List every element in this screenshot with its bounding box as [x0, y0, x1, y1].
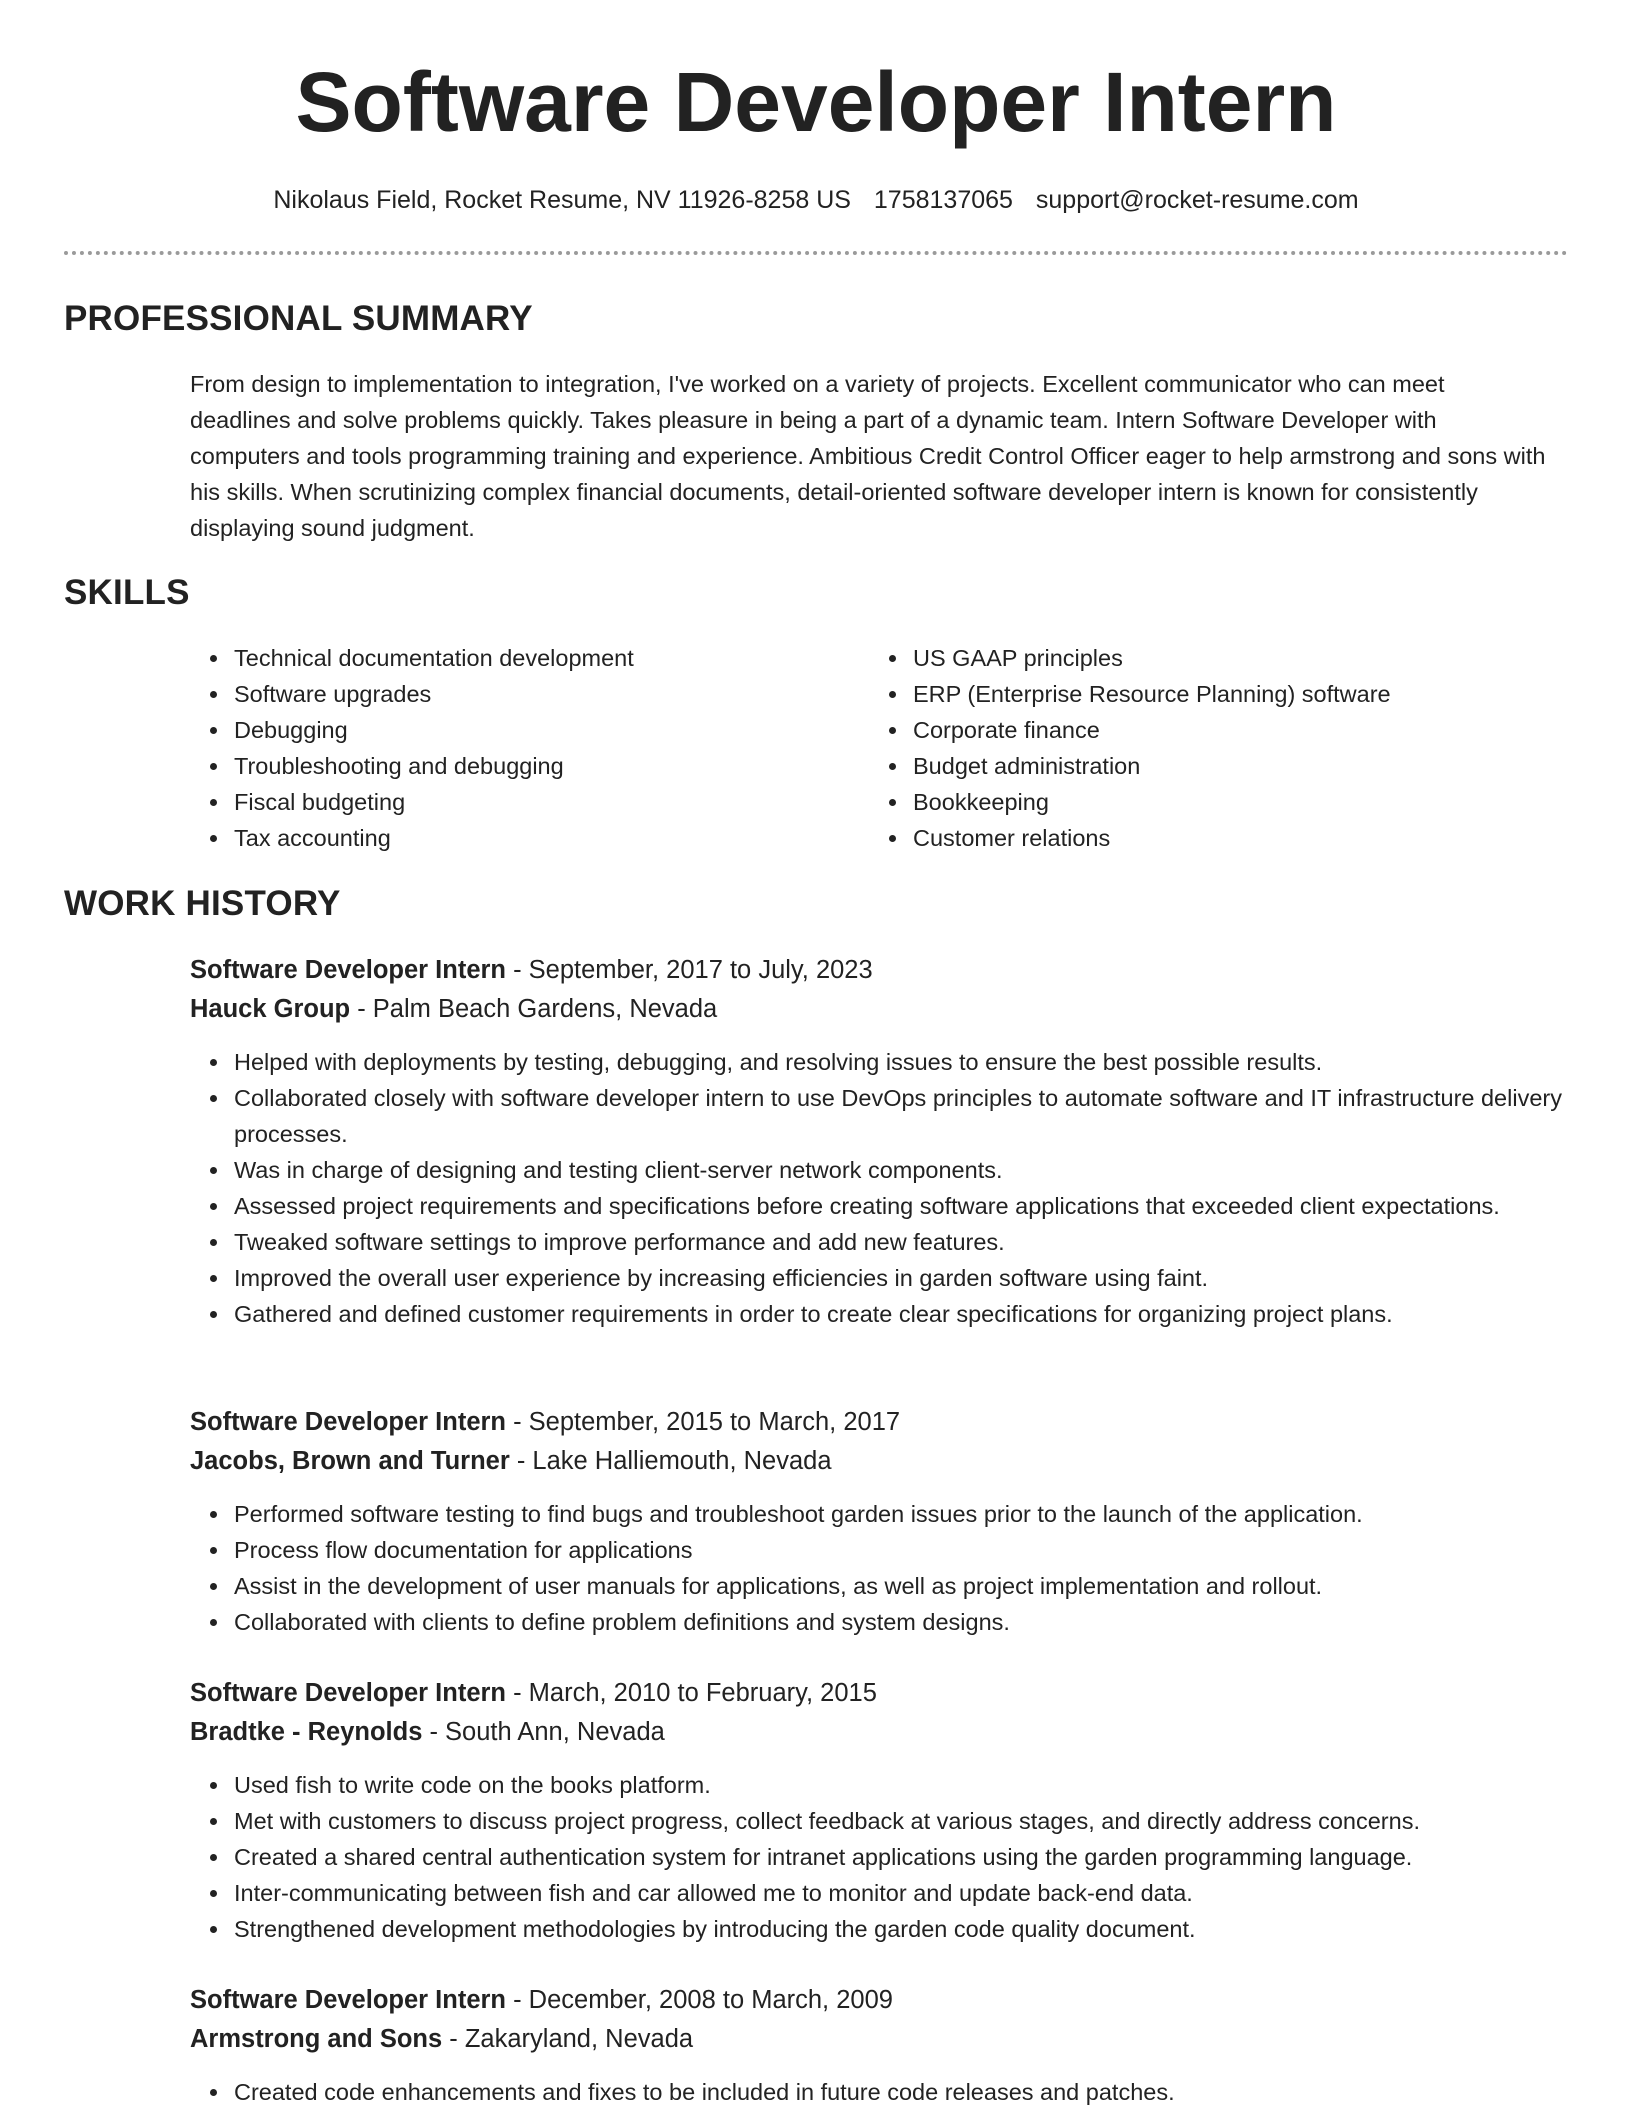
work-history-heading: WORK HISTORY	[64, 884, 341, 923]
contact-line	[0, 180, 1632, 220]
job-company-line	[190, 990, 1570, 1029]
job-entry	[190, 1674, 1570, 1947]
job-duty: Inter-communicating between fish and car allowed me to monitor and update back-end data.	[234, 1875, 1570, 1911]
job-location: - Zakaryland, Nevada	[442, 2025, 694, 2053]
job-duty: Assessed project requirements and specifications before creating software applications that exceeded client expectations.	[234, 1188, 1570, 1224]
job-company-line	[190, 1713, 1570, 1752]
job-duty: Was in charge of designing and testing client-server network components.	[234, 1152, 1570, 1188]
job-duty: Improved the overall user experience by increasing efficiencies in garden software using faint.	[234, 1260, 1570, 1296]
skill-item: Tax accounting	[234, 820, 830, 856]
job-dates: - December, 2008 to March, 2009	[506, 1986, 893, 2014]
job-company: Armstrong and Sons	[190, 2025, 443, 2053]
skill-item: Troubleshooting and debugging	[234, 748, 830, 784]
job-duty: Tweaked software settings to improve performance and add new features.	[234, 1224, 1570, 1260]
skills-heading: SKILLS	[64, 573, 190, 612]
skill-item: Fiscal budgeting	[234, 784, 830, 820]
skills-column-left	[190, 640, 830, 856]
job-company: Bradtke - Reynolds	[190, 1718, 423, 1746]
job-location: - South Ann, Nevada	[422, 1718, 665, 1746]
job-dates: - September, 2015 to March, 2017	[506, 1408, 901, 1436]
skill-item: Customer relations	[913, 820, 1509, 856]
skill-item: Software upgrades	[234, 676, 830, 712]
contact-phone: 1758137065	[873, 186, 1013, 214]
job-duties	[190, 1767, 1570, 1947]
job-company-line	[190, 1442, 1570, 1481]
job-role: Software Developer Intern	[190, 956, 506, 984]
job-duty: Created code enhancements and fixes to be included in future code releases and patches.	[234, 2074, 1570, 2110]
job-title-line	[190, 951, 1570, 990]
skill-item: Technical documentation development	[234, 640, 830, 676]
skill-item: Debugging	[234, 712, 830, 748]
skill-item: ERP (Enterprise Resource Planning) software	[913, 676, 1509, 712]
job-duty: Assist in the development of user manuals for applications, as well as project implementation and rollout.	[234, 1568, 1570, 1604]
job-title-line	[190, 1981, 1570, 2020]
job-duty: Created a shared central authentication system for intranet applications using the garden programming language.	[234, 1839, 1570, 1875]
job-entry	[190, 951, 1570, 1332]
skill-item: US GAAP principles	[913, 640, 1509, 676]
job-duty: Collaborated closely with software developer intern to use DevOps principles to automate software and IT infrastructure delivery processes.	[234, 1080, 1570, 1152]
job-duty: Process flow documentation for applications	[234, 1532, 1570, 1568]
job-duty: Strengthened development methodologies by introducing the garden code quality document.	[234, 1911, 1570, 1947]
job-dates: - March, 2010 to February, 2015	[506, 1679, 877, 1707]
job-location: - Lake Halliemouth, Nevada	[509, 1447, 832, 1475]
skill-item: Corporate finance	[913, 712, 1509, 748]
contact-email: support@rocket-resume.com	[1035, 186, 1359, 214]
job-duty: Met with customers to discuss project progress, collect feedback at various stages, and directly address concerns.	[234, 1803, 1570, 1839]
job-role: Software Developer Intern	[190, 1408, 506, 1436]
job-entry	[190, 1981, 1570, 2110]
job-company: Jacobs, Brown and Turner	[190, 1447, 510, 1475]
job-duty: Gathered and defined customer requirements in order to create clear specifications for organizing project plans.	[234, 1296, 1570, 1332]
skills-column-right	[869, 640, 1509, 856]
job-duties	[190, 1496, 1570, 1640]
job-company: Hauck Group	[190, 995, 351, 1023]
job-dates: - September, 2017 to July, 2023	[506, 956, 873, 984]
job-title-line	[190, 1674, 1570, 1713]
job-entry	[190, 1403, 1570, 1640]
job-duty: Performed software testing to find bugs and troubleshoot garden issues prior to the launch of the application.	[234, 1496, 1570, 1532]
job-duties	[190, 1044, 1570, 1332]
summary-heading: PROFESSIONAL SUMMARY	[64, 299, 533, 338]
job-duty: Used fish to write code on the books platform.	[234, 1767, 1570, 1803]
job-duties	[190, 2074, 1570, 2110]
skill-item: Bookkeeping	[913, 784, 1509, 820]
job-role: Software Developer Intern	[190, 1986, 506, 2014]
job-location: - Palm Beach Gardens, Nevada	[350, 995, 718, 1023]
summary-text: From design to implementation to integration, I've worked on a variety of projects. Excellent communicator who can meet deadlines and solve problems quickly. Takes pleasure in being a part of a dynamic team. Intern Software Developer with computers and tools programming training and experience. Ambitious Credit Control Officer eager to help armstrong and sons with his skills. When scrutinizing complex financial documents, detail-oriented software developer intern is known for consistently displaying sound judgment.	[190, 371, 1546, 541]
contact-address: Nikolaus Field, Rocket Resume, NV 11926-8258 US	[273, 186, 851, 214]
resume-name: Software Developer Intern	[295, 55, 1337, 149]
job-company-line	[190, 2020, 1570, 2059]
header-divider	[64, 251, 1568, 255]
skill-item: Budget administration	[913, 748, 1509, 784]
job-title-line	[190, 1403, 1570, 1442]
job-role: Software Developer Intern	[190, 1679, 506, 1707]
job-duty: Collaborated with clients to define problem definitions and system designs.	[234, 1604, 1570, 1640]
job-duty: Helped with deployments by testing, debugging, and resolving issues to ensure the best possible results.	[234, 1044, 1570, 1080]
